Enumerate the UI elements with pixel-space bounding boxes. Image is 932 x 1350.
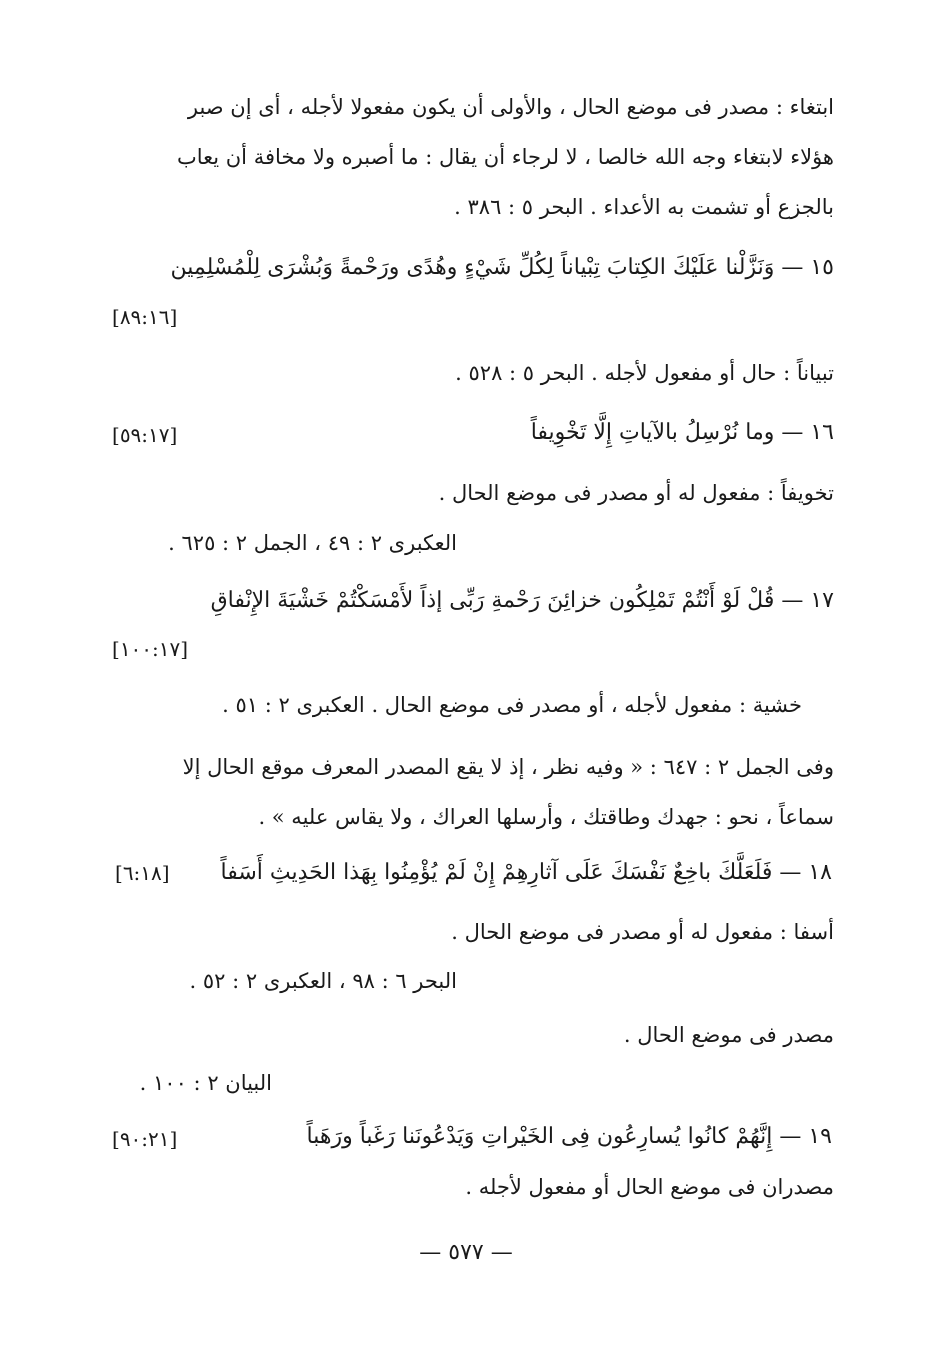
verse-17: ١٧ — قُلْ لَوْ أَنْتُمْ تَمْلِكُون خزائِنَ رَحْمةِ رَبِّى إذاً لأَمْسَكْتُمْ خَشْيَةَ الإِنْفاقِ — [210, 588, 834, 613]
commentary-line: سماعاً ، نحو : جهدك وطاقتك ، وأرسلها العراك ، ولا يقاس عليه » . — [258, 805, 834, 829]
verse-ref-19: [٩٠:٢١] — [112, 1127, 178, 1151]
commentary-line: مصدر فى موضع الحال . — [623, 1023, 834, 1047]
commentary-line: تخويفاً : مفعول له أو مصدر فى موضع الحال . — [438, 481, 834, 505]
verse-18: ١٨ — فَلَعَلَّكَ باخِعٌ نَفْسَكَ عَلَى آثارِهِمْ إِنْ لَمْ يُؤْمِنُوا بِهَذا الحَدِيثِ أَسَفاً — [220, 860, 832, 885]
verse-15: ١٥ — وَنَزَّلْنا عَلَيْكَ الكِتابَ تِبْياناً لِكُلِّ شَيْءٍ وهُدًى ورَحْمةً وَبُشْرَى لِلْمُسْلِمِين — [170, 255, 834, 280]
commentary-line: وفى الجمل ٢ : ٦٤٧ : « وفيه نظر ، إذ لا يقع المصدر المعرف موقع الحال إلا — [182, 755, 834, 779]
verse-ref-16: [٥٩:١٧] — [112, 423, 178, 447]
verse-ref-15: [٨٩:١٦] — [112, 305, 178, 329]
commentary-line: ابتغاء : مصدر فى موضع الحال ، والأولى أن يكون مفعولا لأجله ، أى إن صبر — [187, 95, 834, 119]
commentary-line: خشية : مفعول لأجله ، أو مصدر فى موضع الحال . العكبرى ٢ : ٥١ . — [222, 693, 802, 717]
verse-19: ١٩ — إِنَّهُمْ كانُوا يُسارِعُون فِى الخَيْراتِ وَيَدْعُونَنا رَغَباً ورَهَباً — [306, 1124, 832, 1149]
source-citation: البيان ٢ : ١٠٠ . — [139, 1071, 272, 1095]
source-citation: البحر ٦ : ٩٨ ، العكبرى ٢ : ٥٢ . — [189, 969, 457, 993]
page-number: — ٥٧٧ — — [419, 1240, 513, 1265]
commentary-line: بالجزع أو تشمت به الأعداء . البحر ٥ : ٣٨٦ . — [454, 195, 834, 219]
commentary-line: مصدران فى موضع الحال أو مفعول لأجله . — [465, 1175, 834, 1199]
verse-ref-17: [١٠٠:١٧] — [112, 637, 189, 661]
commentary-line: هؤلاء لابتغاء وجه الله خالصا ، لا لرجاء أن يقال : ما أصبره ولا مخافة أن يعاب — [176, 145, 834, 169]
source-citation: العكبرى ٢ : ٤٩ ، الجمل ٢ : ٦٢٥ . — [168, 531, 457, 555]
verse-16: ١٦ — وما نُرْسِلُ بالآياتِ إِلَّا تَخْوِيفاً — [530, 420, 834, 445]
commentary-line: أسفا : مفعول له أو مصدر فى موضع الحال . — [451, 920, 834, 944]
commentary-line: تبياناً : حال أو مفعول لأجله . البحر ٥ : ٥٢٨ . — [455, 361, 834, 385]
verse-ref-18: [٦:١٨] — [115, 861, 170, 885]
